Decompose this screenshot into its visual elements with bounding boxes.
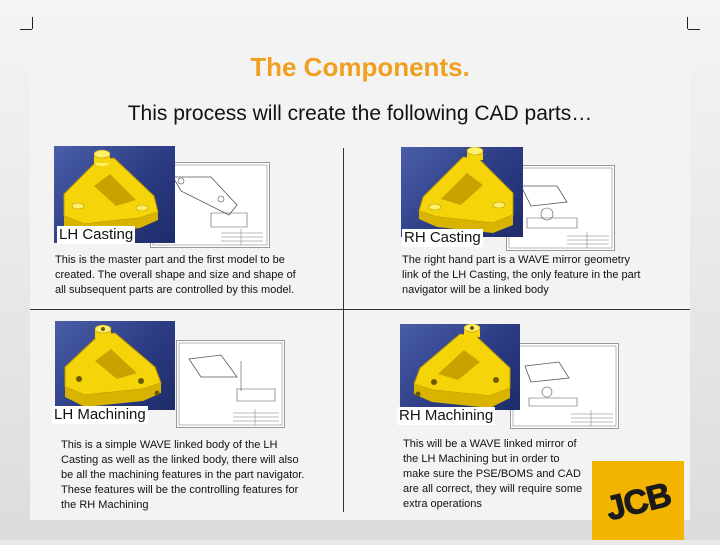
slide-title: The Components. bbox=[250, 52, 470, 82]
svg-text:JCB: JCB bbox=[602, 475, 675, 529]
machined-part-icon bbox=[55, 321, 175, 410]
lh-machining-image bbox=[55, 321, 175, 410]
engineering-drawing-icon bbox=[511, 344, 618, 428]
rh-machining-drawing bbox=[510, 343, 619, 429]
crop-mark bbox=[32, 17, 33, 29]
crop-mark bbox=[687, 17, 688, 29]
engineering-drawing-icon bbox=[507, 166, 614, 250]
jcb-logo-icon bbox=[592, 461, 684, 540]
casting-part-icon bbox=[401, 147, 523, 237]
crop-mark bbox=[688, 29, 700, 30]
slide-subtitle: This process will create the following CAD parts… bbox=[127, 102, 593, 125]
lh-machining-drawing bbox=[176, 340, 285, 428]
rh-casting-image bbox=[401, 147, 523, 237]
jcb-logo bbox=[592, 461, 684, 540]
lh-machining-description: This is a simple WAVE linked body of the LH Casting as well as the linked body, there will also be all the machining features in the part navigator. These features will be the controlling features for the RH Machining bbox=[61, 439, 305, 511]
rh-machining-label: RH Machining bbox=[399, 407, 494, 424]
crop-mark bbox=[20, 29, 32, 30]
engineering-drawing-icon bbox=[177, 341, 284, 427]
rh-casting-description: The right hand part is a WAVE mirror geometry link of the LH Casting, the only feature in the part navigator will be a linked body bbox=[402, 254, 641, 296]
lh-casting-label: LH Casting bbox=[59, 226, 134, 243]
rh-machining-image bbox=[400, 324, 520, 410]
quadrant-divider-vertical bbox=[343, 148, 344, 512]
rh-machining-description: This will be a WAVE linked mirror of the LH Machining but in order to make sure the PSE/BOMS and CAD are all correct, they will require some extra operations bbox=[403, 438, 583, 510]
quadrant-divider-horizontal bbox=[30, 309, 690, 310]
lh-machining-label: LH Machining bbox=[54, 406, 146, 423]
machined-part-icon bbox=[400, 324, 520, 410]
rh-casting-label: RH Casting bbox=[404, 229, 481, 246]
lh-casting-description: This is the master part and the first model to be created. The overall shape and size and shape of all subsequent parts are controlled by this model. bbox=[55, 254, 296, 296]
